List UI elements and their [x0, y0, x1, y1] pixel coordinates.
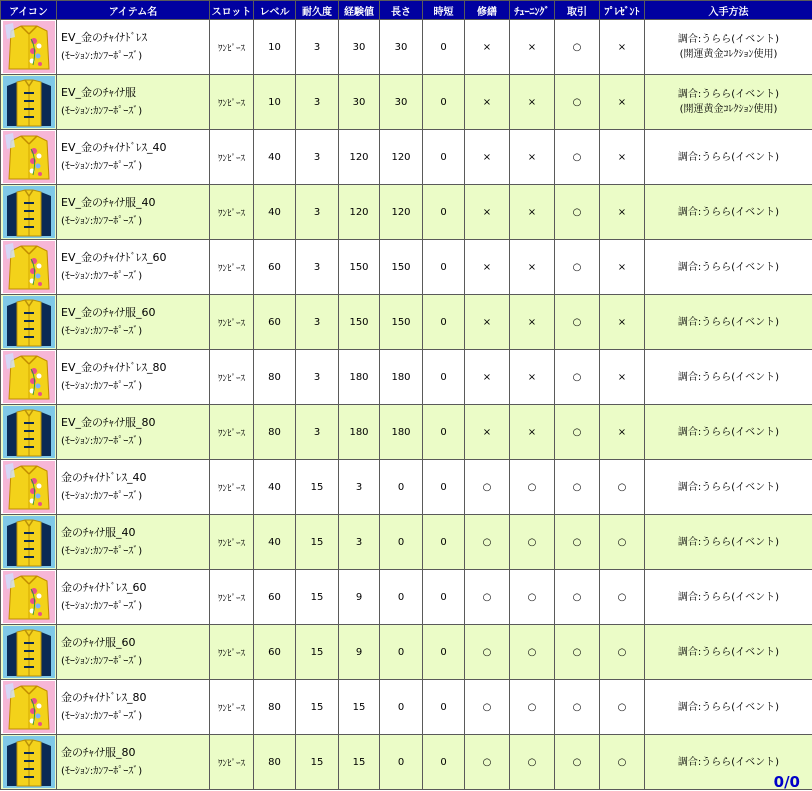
item-method-line1: 調合:うらら(イベント) [677, 206, 780, 218]
item-trade: ○ [555, 240, 600, 295]
item-exp: 180 [339, 405, 380, 460]
item-present: ○ [600, 515, 645, 570]
item-durability: 15 [296, 625, 339, 680]
item-icon-cell [1, 75, 57, 130]
item-exp: 180 [339, 350, 380, 405]
item-name: EV_金のﾁｬｲﾅﾄﾞﾚｽ_80 [61, 361, 167, 374]
item-repair: × [465, 295, 510, 350]
item-method [645, 240, 812, 295]
item-length: 120 [380, 130, 423, 185]
item-slot: ﾜﾝﾋﾟｰｽ [210, 185, 254, 240]
pink-dress-icon [3, 681, 55, 733]
item-shorten: 0 [423, 405, 465, 460]
item-exp: 30 [339, 20, 380, 75]
pager-count: 0/0 [773, 773, 800, 791]
col-header-exp: 経験値 [339, 1, 380, 20]
item-name-cell [57, 20, 210, 75]
item-name-cell [57, 570, 210, 625]
yellow-jacket-icon [3, 76, 55, 128]
item-method-line1: 調合:うらら(イベント) [677, 481, 780, 493]
item-present: × [600, 405, 645, 460]
item-slot: ﾜﾝﾋﾟｰｽ [210, 20, 254, 75]
table-row [1, 680, 812, 735]
item-method [645, 625, 812, 680]
item-level: 60 [254, 570, 296, 625]
item-repair: × [465, 130, 510, 185]
item-icon-cell [1, 130, 57, 185]
item-method-line1: 調合:うらら(イベント) [677, 261, 780, 273]
item-exp: 150 [339, 240, 380, 295]
item-level: 80 [254, 735, 296, 790]
table-row [1, 460, 812, 515]
item-trade: ○ [555, 625, 600, 680]
item-repair: × [465, 185, 510, 240]
item-trade: ○ [555, 570, 600, 625]
item-method [645, 680, 812, 735]
table-row [1, 570, 812, 625]
item-present: × [600, 75, 645, 130]
item-tuning: ○ [510, 735, 555, 790]
item-present: × [600, 130, 645, 185]
item-exp: 150 [339, 295, 380, 350]
item-trade: ○ [555, 460, 600, 515]
item-exp: 30 [339, 75, 380, 130]
item-method [645, 130, 812, 185]
item-trade: ○ [555, 680, 600, 735]
item-length: 30 [380, 20, 423, 75]
item-level: 80 [254, 350, 296, 405]
item-length: 150 [380, 295, 423, 350]
table-row [1, 350, 812, 405]
col-header-tuning: ﾁｭｰﾆﾝｸﾞ [510, 1, 555, 20]
item-name-cell [57, 735, 210, 790]
item-trade: ○ [555, 75, 600, 130]
item-method [645, 405, 812, 460]
item-tuning: × [510, 350, 555, 405]
col-header-repair: 修繕 [465, 1, 510, 20]
item-repair: × [465, 350, 510, 405]
item-tuning: × [510, 130, 555, 185]
item-shorten: 0 [423, 185, 465, 240]
item-name: 金のﾁｬｲﾅﾄﾞﾚｽ_60 [61, 581, 147, 594]
item-shorten: 0 [423, 130, 465, 185]
item-motion: (ﾓｰｼｮﾝ:ｶﾝﾌｰﾎﾟｰｽﾞ) [61, 216, 143, 227]
item-motion: (ﾓｰｼｮﾝ:ｶﾝﾌｰﾎﾟｰｽﾞ) [61, 326, 143, 337]
item-method [645, 350, 812, 405]
pink-dress-icon [3, 21, 55, 73]
item-method [645, 570, 812, 625]
item-name-cell [57, 185, 210, 240]
table-row [1, 75, 812, 130]
item-length: 0 [380, 735, 423, 790]
item-name-cell [57, 680, 210, 735]
item-durability: 3 [296, 185, 339, 240]
item-icon-cell [1, 20, 57, 75]
col-header-method: 入手方法 [645, 1, 812, 20]
item-repair: × [465, 75, 510, 130]
item-length: 180 [380, 405, 423, 460]
yellow-jacket-icon [3, 186, 55, 238]
item-slot: ﾜﾝﾋﾟｰｽ [210, 570, 254, 625]
item-method-line1: 調合:うらら(イベント) [677, 371, 780, 383]
item-motion: (ﾓｰｼｮﾝ:ｶﾝﾌｰﾎﾟｰｽﾞ) [61, 601, 143, 612]
item-method-line1: 調合:うらら(イベント) [677, 89, 780, 100]
item-level: 40 [254, 130, 296, 185]
item-shorten: 0 [423, 350, 465, 405]
item-trade: ○ [555, 735, 600, 790]
item-slot: ﾜﾝﾋﾟｰｽ [210, 735, 254, 790]
item-method-line2: (開運黄金ｺﾚｸｼｮﾝ使用) [679, 104, 778, 115]
item-present: ○ [600, 570, 645, 625]
item-slot: ﾜﾝﾋﾟｰｽ [210, 75, 254, 130]
item-motion: (ﾓｰｼｮﾝ:ｶﾝﾌｰﾎﾟｰｽﾞ) [61, 656, 143, 667]
item-name: EV_金のﾁｬｲﾅ服 [61, 86, 136, 99]
item-exp: 15 [339, 680, 380, 735]
item-method [645, 460, 812, 515]
item-icon-cell [1, 185, 57, 240]
col-header-icon: アイコン [1, 1, 57, 20]
item-present: ○ [600, 735, 645, 790]
item-exp: 120 [339, 185, 380, 240]
item-name: 金のﾁｬｲﾅ服_40 [61, 526, 136, 539]
item-name: EV_金のﾁｬｲﾅﾄﾞﾚｽ [61, 31, 147, 44]
item-durability: 3 [296, 20, 339, 75]
item-name-cell [57, 350, 210, 405]
item-shorten: 0 [423, 515, 465, 570]
table-row [1, 735, 812, 790]
item-name-cell [57, 75, 210, 130]
item-shorten: 0 [423, 20, 465, 75]
item-repair: ○ [465, 570, 510, 625]
item-name-cell [57, 130, 210, 185]
item-motion: (ﾓｰｼｮﾝ:ｶﾝﾌｰﾎﾟｰｽﾞ) [61, 711, 143, 722]
item-name: EV_金のﾁｬｲﾅﾄﾞﾚｽ_60 [61, 251, 167, 264]
item-exp: 3 [339, 515, 380, 570]
item-shorten: 0 [423, 570, 465, 625]
yellow-jacket-icon [3, 736, 55, 788]
item-method-line1: 調合:うらら(イベント) [677, 151, 780, 163]
item-repair: ○ [465, 680, 510, 735]
item-icon-cell [1, 460, 57, 515]
item-present: ○ [600, 625, 645, 680]
item-slot: ﾜﾝﾋﾟｰｽ [210, 240, 254, 295]
item-name: EV_金のﾁｬｲﾅ服_40 [61, 196, 156, 209]
item-method [645, 295, 812, 350]
pink-dress-icon [3, 571, 55, 623]
item-name: EV_金のﾁｬｲﾅﾄﾞﾚｽ_40 [61, 141, 167, 154]
item-durability: 3 [296, 240, 339, 295]
item-icon-cell [1, 350, 57, 405]
col-header-present: ﾌﾟﾚｾﾞﾝﾄ [600, 1, 645, 20]
item-level: 60 [254, 295, 296, 350]
item-tuning: ○ [510, 515, 555, 570]
table-body [1, 20, 812, 790]
item-tuning: ○ [510, 680, 555, 735]
item-slot: ﾜﾝﾋﾟｰｽ [210, 625, 254, 680]
item-slot: ﾜﾝﾋﾟｰｽ [210, 515, 254, 570]
item-length: 0 [380, 515, 423, 570]
col-header-slot: スロット [210, 1, 254, 20]
pink-dress-icon [3, 131, 55, 183]
item-shorten: 0 [423, 295, 465, 350]
item-icon-cell [1, 240, 57, 295]
item-exp: 15 [339, 735, 380, 790]
item-shorten: 0 [423, 460, 465, 515]
item-trade: ○ [555, 405, 600, 460]
item-durability: 3 [296, 130, 339, 185]
item-name-cell [57, 460, 210, 515]
item-method-line1: 調合:うらら(イベント) [677, 646, 780, 658]
item-slot: ﾜﾝﾋﾟｰｽ [210, 130, 254, 185]
item-tuning: × [510, 185, 555, 240]
yellow-jacket-icon [3, 406, 55, 458]
item-method [645, 20, 812, 75]
yellow-jacket-icon [3, 626, 55, 678]
item-name-cell [57, 625, 210, 680]
item-method [645, 515, 812, 570]
item-method-line1: 調合:うらら(イベント) [677, 756, 780, 768]
item-durability: 15 [296, 515, 339, 570]
item-method-line1: 調合:うらら(イベント) [677, 34, 780, 45]
col-header-trade: 取引 [555, 1, 600, 20]
item-trade: ○ [555, 185, 600, 240]
col-header-durability: 耐久度 [296, 1, 339, 20]
item-present: × [600, 240, 645, 295]
table-row [1, 405, 812, 460]
item-motion: (ﾓｰｼｮﾝ:ｶﾝﾌｰﾎﾟｰｽﾞ) [61, 491, 143, 502]
item-name: EV_金のﾁｬｲﾅ服_60 [61, 306, 156, 319]
item-length: 0 [380, 460, 423, 515]
item-level: 10 [254, 20, 296, 75]
item-method-line1: 調合:うらら(イベント) [677, 701, 780, 713]
item-tuning: × [510, 20, 555, 75]
item-tuning: × [510, 75, 555, 130]
item-shorten: 0 [423, 625, 465, 680]
header-row [1, 1, 812, 20]
col-header-name: アイテム名 [57, 1, 210, 20]
item-icon-cell [1, 405, 57, 460]
item-repair: × [465, 405, 510, 460]
item-motion: (ﾓｰｼｮﾝ:ｶﾝﾌｰﾎﾟｰｽﾞ) [61, 436, 143, 447]
item-method-line2: (開運黄金ｺﾚｸｼｮﾝ使用) [679, 49, 778, 60]
item-icon-cell [1, 295, 57, 350]
pink-dress-icon [3, 461, 55, 513]
item-icon-cell [1, 680, 57, 735]
item-length: 0 [380, 680, 423, 735]
item-length: 0 [380, 625, 423, 680]
yellow-jacket-icon [3, 296, 55, 348]
item-slot: ﾜﾝﾋﾟｰｽ [210, 460, 254, 515]
item-repair: × [465, 240, 510, 295]
item-level: 60 [254, 625, 296, 680]
item-repair: ○ [465, 735, 510, 790]
item-name-cell [57, 515, 210, 570]
item-slot: ﾜﾝﾋﾟｰｽ [210, 295, 254, 350]
item-shorten: 0 [423, 240, 465, 295]
item-method-line1: 調合:うらら(イベント) [677, 426, 780, 438]
table-row [1, 515, 812, 570]
item-present: × [600, 20, 645, 75]
item-present: ○ [600, 460, 645, 515]
table-row [1, 625, 812, 680]
item-icon-cell [1, 570, 57, 625]
item-level: 80 [254, 405, 296, 460]
item-icon-cell [1, 735, 57, 790]
item-trade: ○ [555, 20, 600, 75]
item-tuning: × [510, 295, 555, 350]
item-icon-cell [1, 515, 57, 570]
item-slot: ﾜﾝﾋﾟｰｽ [210, 350, 254, 405]
item-level: 10 [254, 75, 296, 130]
item-durability: 15 [296, 570, 339, 625]
item-method-line1: 調合:うらら(イベント) [677, 536, 780, 548]
item-name-cell [57, 295, 210, 350]
col-header-level: レベル [254, 1, 296, 20]
item-exp: 9 [339, 625, 380, 680]
pink-dress-icon [3, 241, 55, 293]
item-method-line1: 調合:うらら(イベント) [677, 591, 780, 603]
item-durability: 3 [296, 350, 339, 405]
item-tuning: ○ [510, 570, 555, 625]
item-method [645, 75, 812, 130]
item-name: EV_金のﾁｬｲﾅ服_80 [61, 416, 156, 429]
item-length: 120 [380, 185, 423, 240]
item-length: 30 [380, 75, 423, 130]
item-exp: 3 [339, 460, 380, 515]
item-present: × [600, 295, 645, 350]
yellow-jacket-icon [3, 516, 55, 568]
item-level: 40 [254, 460, 296, 515]
item-tuning: × [510, 405, 555, 460]
item-present: × [600, 350, 645, 405]
item-trade: ○ [555, 295, 600, 350]
item-durability: 3 [296, 405, 339, 460]
item-repair: ○ [465, 515, 510, 570]
item-trade: ○ [555, 130, 600, 185]
item-exp: 9 [339, 570, 380, 625]
item-durability: 15 [296, 680, 339, 735]
item-method [645, 185, 812, 240]
item-motion: (ﾓｰｼｮﾝ:ｶﾝﾌｰﾎﾟｰｽﾞ) [61, 161, 143, 172]
item-tuning: ○ [510, 460, 555, 515]
item-length: 150 [380, 240, 423, 295]
item-durability: 15 [296, 735, 339, 790]
item-level: 80 [254, 680, 296, 735]
item-length: 180 [380, 350, 423, 405]
item-tuning: × [510, 240, 555, 295]
item-name-cell [57, 405, 210, 460]
item-level: 40 [254, 515, 296, 570]
item-tuning: ○ [510, 625, 555, 680]
table-row [1, 185, 812, 240]
item-slot: ﾜﾝﾋﾟｰｽ [210, 680, 254, 735]
item-name: 金のﾁｬｲﾅﾄﾞﾚｽ_80 [61, 691, 147, 704]
item-level: 40 [254, 185, 296, 240]
item-shorten: 0 [423, 75, 465, 130]
table-row [1, 130, 812, 185]
item-trade: ○ [555, 515, 600, 570]
item-durability: 3 [296, 75, 339, 130]
item-trade: ○ [555, 350, 600, 405]
item-shorten: 0 [423, 735, 465, 790]
table-row [1, 295, 812, 350]
col-header-shorten: 時短 [423, 1, 465, 20]
item-motion: (ﾓｰｼｮﾝ:ｶﾝﾌｰﾎﾟｰｽﾞ) [61, 546, 143, 557]
item-motion: (ﾓｰｼｮﾝ:ｶﾝﾌｰﾎﾟｰｽﾞ) [61, 766, 143, 777]
item-name-cell [57, 240, 210, 295]
item-present: ○ [600, 680, 645, 735]
item-shorten: 0 [423, 680, 465, 735]
table-row [1, 240, 812, 295]
item-icon-cell [1, 625, 57, 680]
item-name: 金のﾁｬｲﾅﾄﾞﾚｽ_40 [61, 471, 147, 484]
item-repair: ○ [465, 460, 510, 515]
item-length: 0 [380, 570, 423, 625]
item-level: 60 [254, 240, 296, 295]
item-motion: (ﾓｰｼｮﾝ:ｶﾝﾌｰﾎﾟｰｽﾞ) [61, 381, 143, 392]
pink-dress-icon [3, 351, 55, 403]
item-motion: (ﾓｰｼｮﾝ:ｶﾝﾌｰﾎﾟｰｽﾞ) [61, 51, 143, 62]
item-motion: (ﾓｰｼｮﾝ:ｶﾝﾌｰﾎﾟｰｽﾞ) [61, 106, 143, 117]
item-slot: ﾜﾝﾋﾟｰｽ [210, 405, 254, 460]
item-durability: 3 [296, 295, 339, 350]
item-repair: × [465, 20, 510, 75]
item-motion: (ﾓｰｼｮﾝ:ｶﾝﾌｰﾎﾟｰｽﾞ) [61, 271, 143, 282]
table-row [1, 20, 812, 75]
item-name: 金のﾁｬｲﾅ服_60 [61, 636, 136, 649]
item-repair: ○ [465, 625, 510, 680]
item-present: × [600, 185, 645, 240]
item-durability: 15 [296, 460, 339, 515]
item-exp: 120 [339, 130, 380, 185]
item-method-line1: 調合:うらら(イベント) [677, 316, 780, 328]
col-header-length: 長さ [380, 1, 423, 20]
item-name: 金のﾁｬｲﾅ服_80 [61, 746, 136, 759]
